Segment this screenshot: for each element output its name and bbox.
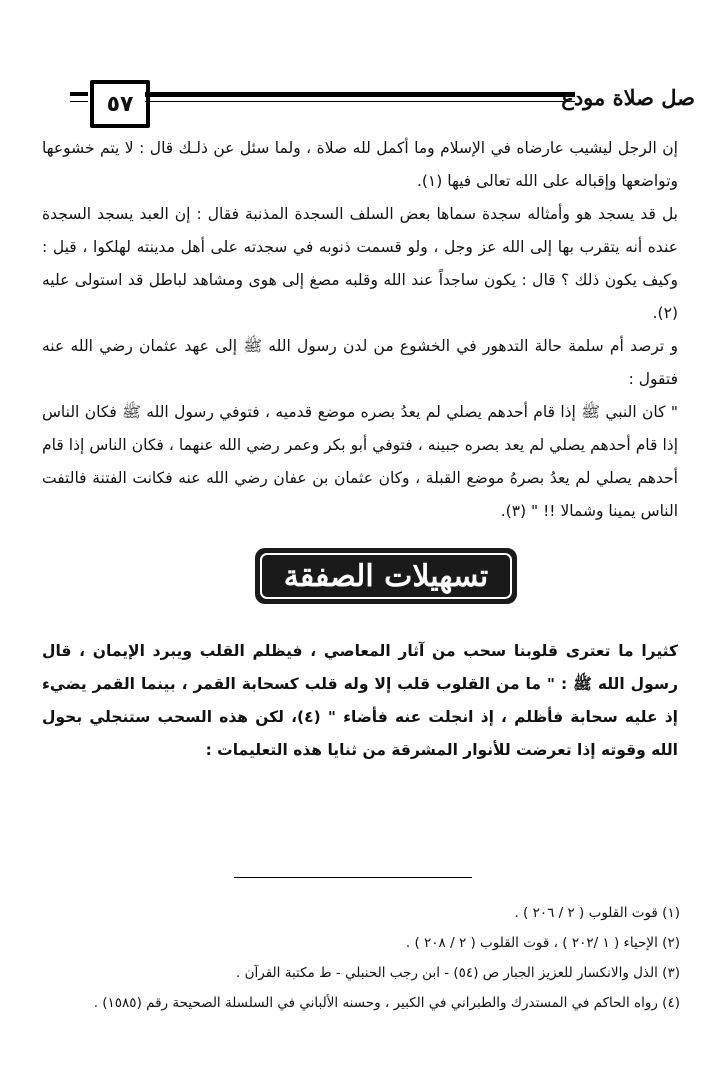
paragraph-1: إن الرجل ليشيب عارضاه في الإسلام وما أكمل لله صلاة ، ولما سئل عن ذلـك قال : لا يتم خشوعها وتواضعها وإقباله على الله تعالى فيها (١). (42, 139, 678, 190)
paragraph-5: كثيرا ما تعترى قلوبنا سحب من آثار المعاصي ، فيظلم القلب ويبرد الإيمان ، قال رسول الله ﷺ : " ما من القلوب قلب إلا وله قلب كسحابة القمر ، بينما القمر يضيء إذ عليه سحابة فأظلم ، إذ انجلت عنه فأضاء " (٤)، لكن هذه السحب ستنجلي بحول الله وقوته إذا تعرضت للأنوار المشرقة من ثنايا هذه التعليمات : (42, 642, 678, 759)
header-rule-thick (145, 92, 575, 97)
page-number: ٥٧ (106, 91, 134, 117)
paragraph-3: و ترصد أم سلمة حالة التدهور في الخشوع من لدن رسول الله ﷺ إلى عهد عثمان رضي الله عنه فتقول : (42, 337, 678, 388)
header-rule-end (70, 92, 88, 96)
section-title: تسهيلات الصفقة (283, 558, 489, 594)
running-title: صل صلاة مودع (561, 85, 695, 110)
header-rule-thin (145, 101, 575, 102)
footnote-2: (٢) الإحياء ( ١ /٢٠٢ ) ، قوت القلوب ( ٢ / ٢٠٨ ) . (405, 935, 680, 951)
header-rule-end-thin (70, 101, 88, 102)
footnote-3: (٣) الذل والانكسار للعزيز الجبار ص (٥٤) - ابن رجب الحنبلي - ط مكتبة القرآن . (236, 965, 680, 981)
footnote-4: (٤) رواه الحاكم في المستدرك والطبراني في الكبير ، وحسنه الألباني في السلسلة الصحيحة رقم (١٥٨٥) . (93, 995, 680, 1011)
footnote-1: (١) قوت القلوب ( ٢ / ٢٠٦ ) . (514, 905, 680, 921)
footnote-separator (234, 877, 472, 878)
footnotes (40, 898, 680, 1018)
paragraph-2: بل قد يسجد هو وأمثاله سجدة سماها بعض السلف السجدة المذنبة فقال : إن العبد يسجد السجدة عنده أنه يتقرب بها إلى الله عز وجل ، ولو قسمت ذنوبه في سجدته على أهل مدينته لهلكوا ، قيل : وكيف يكون ذلك ؟ قال : يكون ساجداً عند الله وقلبه مصغ إلى هوى ومشاهد لباطل قد استولى عليه (٢). (42, 205, 678, 322)
main-text-top (42, 132, 678, 528)
page-number-box (90, 80, 150, 128)
paragraph-4-quote: " كان النبي ﷺ إذا قام أحدهم يصلي لم يعدُ بصره موضع قدميه ، فتوفي رسول الله ﷺ فكان الناس إذا قام أحدهم يصلي لم يعد بصره جبينه ، فتوفي أبو بكر وعمر رضي الله عنهما ، فكان الناس إذا قام أحدهم يصلي لم يعدُ بصرهُ موضع القبلة ، وكان عثمان بن عفان رضي الله عنه فكانت الفتنة فالتفت الناس يمينا وشمالا !! " (٣). (42, 403, 678, 520)
page-header (70, 78, 695, 124)
section-title-frame (260, 553, 512, 599)
section-title-banner (255, 548, 517, 604)
main-text-bottom (42, 635, 678, 767)
